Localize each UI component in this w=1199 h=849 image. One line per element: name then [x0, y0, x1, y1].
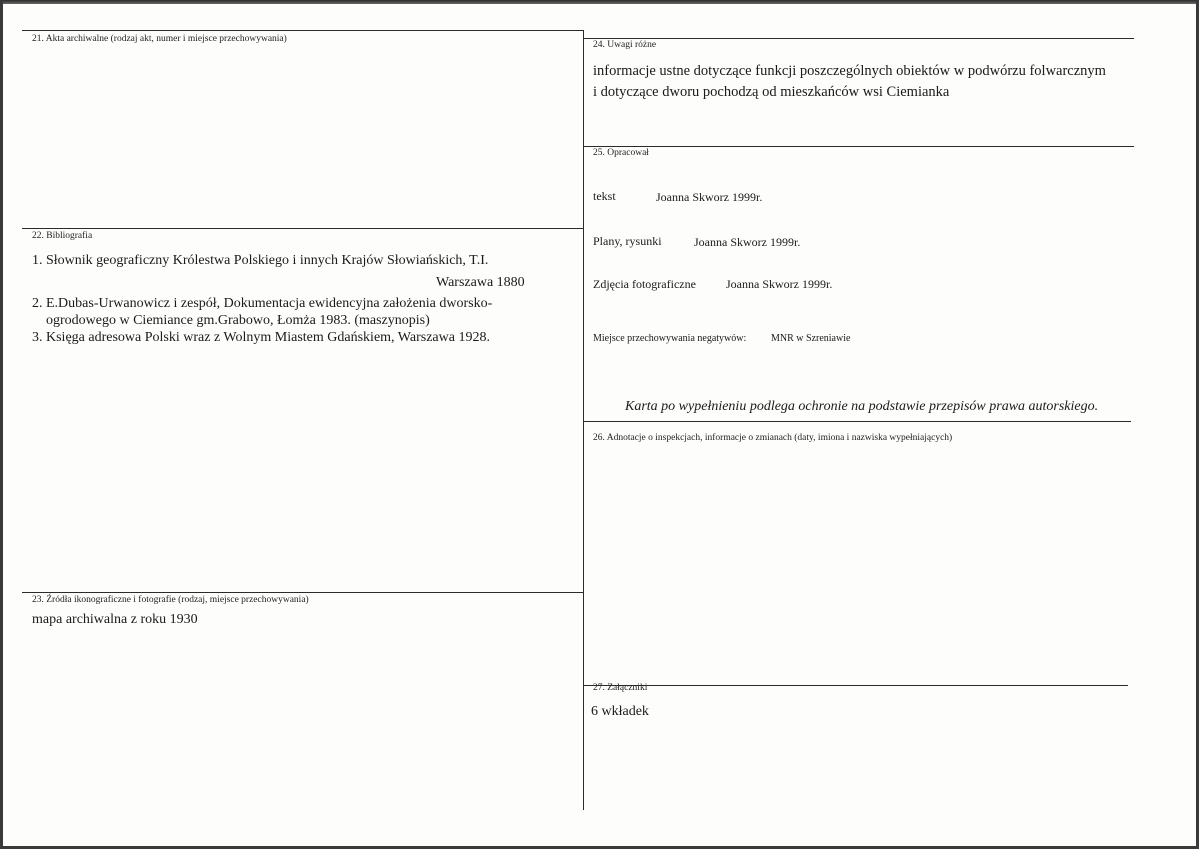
section-23-text: mapa archiwalna z roku 1930: [32, 612, 198, 627]
center-divider: [583, 30, 584, 810]
section-25-label: 25. Opracował: [593, 148, 649, 158]
tekst-label: tekst: [593, 189, 616, 203]
section-24-line-1: informacje ustne dotyczące funkcji poszczególnych obiektów w podwórzu folwarcznym: [593, 63, 1106, 79]
section-26-label: 26. Adnotacje o inspekcjach, informacje o zmianach (daty, imiona i nazwiska wypełniających): [593, 433, 953, 443]
bibliography-item-1: 1. Słownik geograficzny Królestwa Polskiego i innych Krajów Słowiańskich, T.I.: [32, 253, 489, 268]
tekst-value: Joanna Skworz 1999r.: [656, 190, 763, 204]
rule-24-top: [583, 38, 1134, 39]
section-22-label: 22. Bibliografia: [32, 231, 93, 241]
section-24-line-2: i dotyczące dworu pochodzą od mieszkańców wsi Ciemianka: [593, 84, 950, 100]
rule-25-top: [583, 146, 1134, 147]
zdjecia-value: Joanna Skworz 1999r.: [726, 277, 833, 291]
section-27-label: 27. Załączniki: [593, 683, 648, 693]
section-27-text: 6 wkładek: [591, 704, 649, 719]
left-edge: [0, 0, 3, 849]
bibliography-item-3: 3. Księga adresowa Polski wraz z Wolnym Miastem Gdańskiem, Warszawa 1928.: [32, 330, 490, 345]
rule-23-top: [22, 592, 583, 593]
top-edge: [0, 0, 1199, 4]
rule-22-top: [22, 228, 583, 229]
rule-27-top: [583, 685, 1128, 686]
section-21-label: 21. Akta archiwalne (rodzaj akt, numer i miejsce przechowywania): [32, 34, 287, 44]
bibliography-item-2-cont: ogrodowego w Ciemiance gm.Grabowo, Łomża 1983. (maszynopis): [46, 313, 430, 328]
plany-value: Joanna Skworz 1999r.: [694, 235, 801, 249]
section-24-label: 24. Uwagi różne: [593, 40, 657, 50]
section-23-label: 23. Źródła ikonograficzne i fotografie (rodzaj, miejsce przechowywania): [32, 595, 309, 605]
copyright-notice: Karta po wypełnieniu podlega ochronie na podstawie przepisów prawa autorskiego.: [625, 399, 1099, 414]
bibliography-item-2: 2. E.Dubas-Urwanowicz i zespół, Dokumentacja ewidencyjna założenia dworsko-: [32, 296, 493, 311]
plany-label: Plany, rysunki: [593, 234, 662, 248]
bibliography-item-1-cont: Warszawa 1880: [436, 275, 525, 290]
rule-26-top: [583, 421, 1131, 422]
negatywy-value: MNR w Szreniawie: [771, 333, 851, 344]
rule-21-top: [22, 30, 583, 31]
negatywy-label: Miejsce przechowywania negatywów:: [593, 333, 747, 344]
zdjecia-label: Zdjęcia fotograficzne: [593, 277, 696, 291]
